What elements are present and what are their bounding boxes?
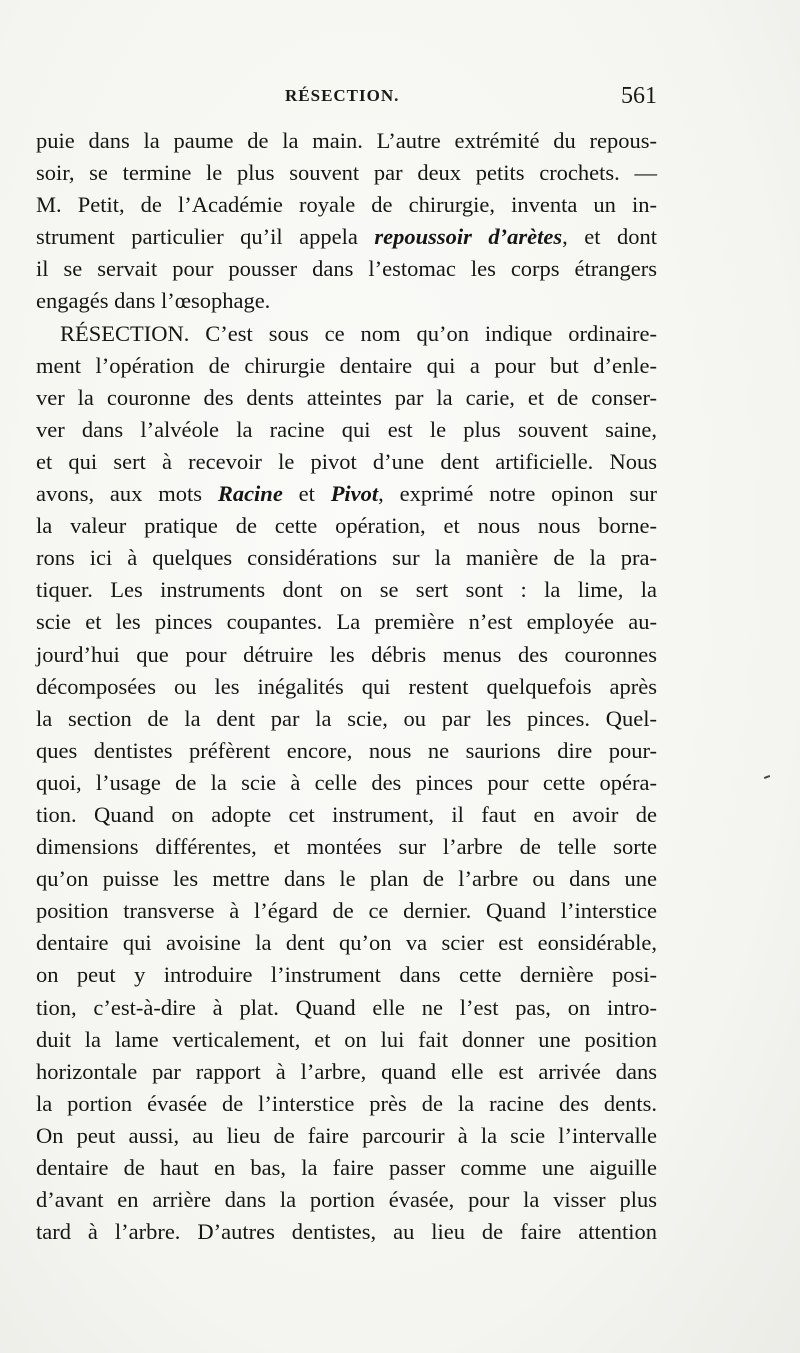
page-number: 561 xyxy=(621,83,657,109)
text-line: duit la lame verticalement, et on lui fait donner une position xyxy=(36,1026,657,1052)
text-line: tiquer. Les instruments dont on se sert sont : la lime, la xyxy=(36,577,657,603)
text-line: ver dans l’alvéole la racine qui est le plus souvent saine, xyxy=(36,416,657,442)
running-title: RÉSECTION. xyxy=(285,86,400,105)
text-line: tion, c’est-à-dire à plat. Quand elle ne l’est pas, on intro- xyxy=(36,994,657,1020)
body-text xyxy=(36,125,657,1248)
text-line: et qui sert à recevoir le pivot d’une dent artificielle. Nous xyxy=(36,448,657,474)
text-line: d’avant en arrière dans la portion évasée, pour la visser plus xyxy=(36,1187,657,1213)
text-run: et xyxy=(282,481,331,507)
text-line: dimensions différentes, et montées sur l’arbre de telle sorte xyxy=(36,834,657,860)
text-line: il se servait pour pousser dans l’estomac les corps étrangers xyxy=(36,256,657,282)
italic-term: Pivot xyxy=(330,481,379,507)
text-line: dentaire qui avoisine la dent qu’on va scier est eonsidérable, xyxy=(36,930,657,956)
text-line: la valeur pratique de cette opération, et nous nous borne- xyxy=(36,513,657,539)
text-line: soir, se termine le plus souvent par deux petits crochets. — xyxy=(36,160,657,186)
text-run: , et dont xyxy=(562,224,657,250)
text-line xyxy=(36,478,657,510)
text-line: M. Petit, de l’Académie royale de chirurgie, inventa un in- xyxy=(36,192,657,218)
text-line: qu’on puisse les mettre dans le plan de l’arbre ou dans une xyxy=(36,866,657,892)
text-run: avons, aux mots xyxy=(36,481,218,507)
text-line: décomposées ou les inégalités qui restent quelquefois après xyxy=(36,673,657,699)
text-line: engagés dans l’œsophage. xyxy=(36,288,271,314)
text-line: quoi, l’usage de la scie à celle des pinces pour cette opéra- xyxy=(36,769,657,795)
italic-term: Racine xyxy=(217,481,283,507)
text-line: jourd’hui que pour détruire les débris menus des couronnes xyxy=(36,641,657,667)
text-line: On peut aussi, au lieu de faire parcourir à la scie l’intervalle xyxy=(36,1122,657,1148)
entry-heading-line: RÉSECTION. C’est sous ce nom qu’on indique ordinaire- xyxy=(60,320,657,346)
text-line: ment l’opération de chirurgie dentaire qui a pour but d’enle- xyxy=(36,352,657,378)
text-line xyxy=(36,221,657,253)
text-line: tard à l’arbre. D’autres dentistes, au lieu de faire attention xyxy=(36,1219,657,1245)
text-line: position transverse à l’égard de ce dernier. Quand l’interstice xyxy=(36,898,657,924)
text-line: on peut y introduire l’instrument dans cette dernière posi- xyxy=(36,962,657,988)
text-line: ques dentistes préfèrent encore, nous ne saurions dire pour- xyxy=(36,737,657,763)
text-line: la section de la dent par la scie, ou par les pinces. Quel- xyxy=(36,705,657,731)
text-line: ver la couronne des dents atteintes par la carie, et de conser- xyxy=(36,384,657,410)
text-line: tion. Quand on adopte cet instrument, il faut en avoir de xyxy=(36,801,657,827)
italic-term: repoussoir d’arètes xyxy=(374,224,563,250)
text-line: horizontale par rapport à l’arbre, quand elle est arrivée dans xyxy=(36,1058,657,1084)
text-line: puie dans la paume de la main. L’autre extrémité du repous- xyxy=(36,128,657,153)
text-line: scie et les pinces coupantes. La première n’est employée au- xyxy=(36,609,657,635)
text-line: rons ici à quelques considérations sur la manière de la pra- xyxy=(36,545,657,571)
text-run: , exprimé notre opinon sur xyxy=(378,481,657,507)
page-header xyxy=(36,83,657,112)
text-line: dentaire de haut en bas, la faire passer comme une aiguille xyxy=(36,1155,657,1180)
text-run: strument particulier qu’il appela xyxy=(36,224,375,250)
text-line: la portion évasée de l’interstice près de la racine des dents. xyxy=(36,1090,657,1116)
show-through-text xyxy=(650,60,800,1210)
